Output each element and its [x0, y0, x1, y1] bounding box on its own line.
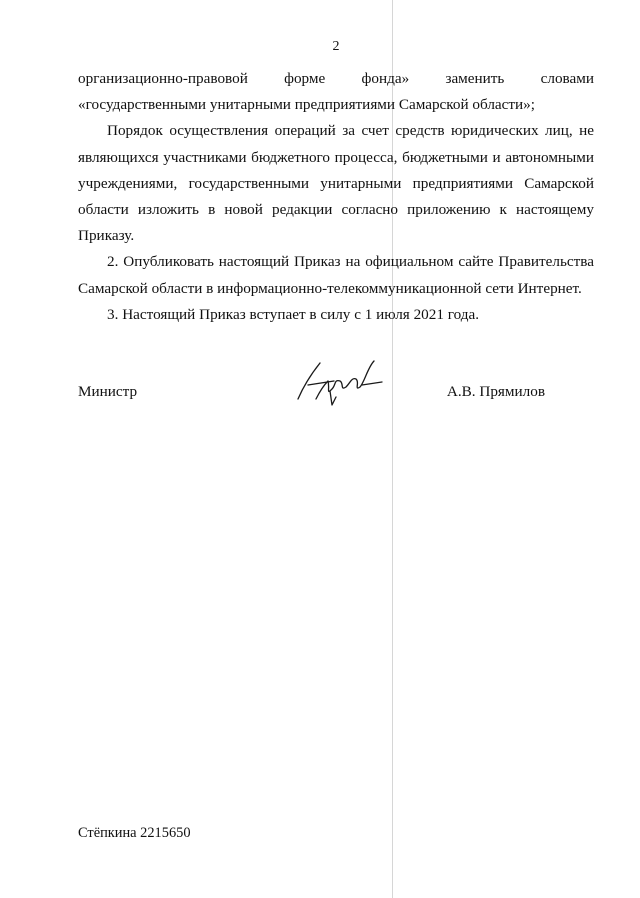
paragraph-procedure: Порядок осуществления операций за счет средств юридических лиц, не являющихся участниками бюджетного процесса, бюджетными и автономными учреждениями, государственными унитарными предприятиями Самарской области изложить в новой редакции согласно приложению к настоящему Приказу. — [78, 122, 594, 245]
executor-contact: Стёпкина 2215650 — [78, 825, 191, 841]
signatory-title: Министр — [78, 383, 138, 400]
paragraph-item-3: 3. Настоящий Приказ вступает в силу с 1 июля 2021 года. — [107, 305, 480, 323]
signatory-name: А.В. Прямилов — [446, 383, 545, 400]
paragraph-item-2: 2. Опубликовать настоящий Приказ на официальном сайте Правительства Самарской области в информационно-телекоммуникационной сети Интернет. — [78, 253, 594, 297]
page-number: 2 — [332, 39, 340, 54]
document-body — [78, 66, 594, 328]
paragraph-continuation: организационно-правовой форме фонда» заменить словами «государственными унитарными предприятиями Самарской области»; — [78, 70, 594, 114]
signature-block — [78, 375, 594, 415]
handwritten-signature — [290, 355, 390, 415]
